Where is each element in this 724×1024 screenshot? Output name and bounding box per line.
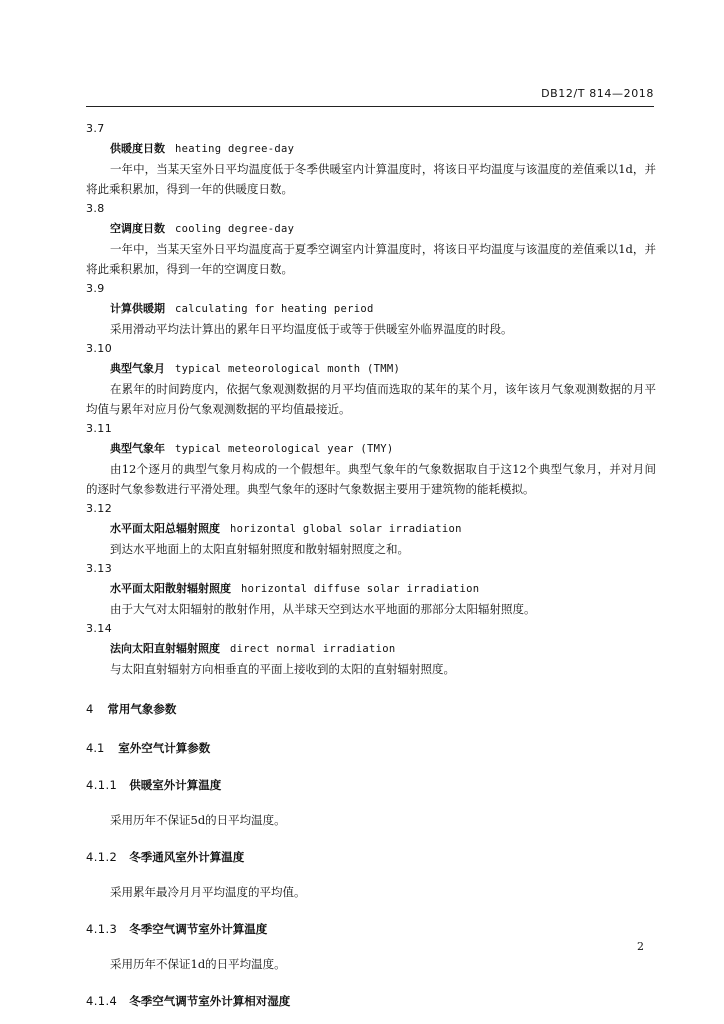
clause-title: 冬季空气调节室外计算温度	[129, 922, 268, 936]
section-heading	[86, 699, 656, 719]
term-english: horizontal diffuse solar irradiation	[241, 583, 480, 595]
clause-heading	[86, 919, 656, 939]
term-definition: 一年中，当某天室外日平均温度高于夏季空调室内计算温度时，将该日平均温度与该温度的差值乘以1d，并将此乘积累加，得到一年的空调度日数。	[86, 242, 656, 276]
clause-text: 采用累年最冷月月平均温度的平均值。	[110, 885, 306, 899]
term-chinese: 供暖度日数	[110, 142, 165, 155]
term-number: 3.13	[86, 562, 113, 575]
term-entry	[86, 419, 656, 499]
term-entry	[86, 619, 656, 679]
term-line	[86, 639, 656, 659]
term-chinese: 法向太阳直射辐射照度	[110, 642, 220, 655]
clause-title: 冬季空气调节室外计算相对湿度	[129, 994, 291, 1008]
section-title: 常用气象参数	[107, 702, 177, 716]
term-line	[86, 579, 656, 599]
term-chinese: 计算供暖期	[110, 302, 165, 315]
clause-number: 4.1.4	[86, 994, 118, 1008]
term-line	[86, 519, 656, 539]
term-number: 3.7	[86, 122, 105, 135]
clause-heading	[86, 847, 656, 867]
term-english: cooling degree-day	[175, 223, 295, 235]
page-number: 2	[637, 940, 644, 953]
page-content	[86, 119, 656, 1011]
subsection-title: 室外空气计算参数	[118, 741, 211, 755]
term-definition: 由于大气对太阳辐射的散射作用，从半球天空到达水平地面的那部分太阳辐射照度。	[110, 602, 536, 616]
term-entry	[86, 119, 656, 199]
term-chinese: 典型气象月	[110, 362, 165, 375]
term-line	[86, 219, 656, 239]
term-entry	[86, 339, 656, 419]
term-chinese: 水平面太阳总辐射照度	[110, 522, 220, 535]
clause-text: 采用历年不保证5d的日平均温度。	[110, 813, 286, 827]
clause-number: 4.1.1	[86, 778, 118, 792]
term-definition: 在累年的时间跨度内，依据气象观测数据的月平均值而选取的某年的某个月，该年该月气象观测数据的月平均值与累年对应月份气象观测数据的平均值最接近。	[86, 382, 656, 416]
term-number: 3.14	[86, 622, 113, 635]
term-english: typical meteorological year (TMY)	[175, 443, 394, 455]
clause-text: 采用历年不保证1d的日平均温度。	[110, 957, 286, 971]
term-definition: 一年中，当某天室外日平均温度低于冬季供暖室内计算温度时，将该日平均温度与该温度的差值乘以1d，并将此乘积累加，得到一年的供暖度日数。	[86, 162, 656, 196]
subsection-heading	[86, 738, 656, 758]
section-number: 4	[86, 702, 94, 716]
term-english: calculating for heating period	[175, 303, 374, 315]
term-number: 3.11	[86, 422, 113, 435]
term-chinese: 典型气象年	[110, 442, 165, 455]
term-entry	[86, 279, 656, 339]
term-line	[86, 439, 656, 459]
term-english: heating degree-day	[175, 143, 295, 155]
term-number: 3.10	[86, 342, 113, 355]
subsection-number: 4.1	[86, 741, 105, 755]
clause-heading	[86, 991, 656, 1011]
term-definition: 与太阳直射辐射方向相垂直的平面上接收到的太阳的直射辐射照度。	[110, 662, 455, 676]
term-english: typical meteorological month (TMM)	[175, 363, 401, 375]
header-rule	[86, 106, 654, 107]
clause-title: 冬季通风室外计算温度	[129, 850, 245, 864]
term-line	[86, 139, 656, 159]
term-line	[86, 299, 656, 319]
term-definition: 到达水平地面上的太阳直射辐射照度和散射辐射照度之和。	[110, 542, 409, 556]
term-number: 3.12	[86, 502, 113, 515]
term-number: 3.8	[86, 202, 105, 215]
term-number: 3.9	[86, 282, 105, 295]
term-line	[86, 359, 656, 379]
term-definition: 采用滑动平均法计算出的累年日平均温度低于或等于供暖室外临界温度的时段。	[110, 322, 513, 336]
clause-number: 4.1.3	[86, 922, 118, 936]
term-english: horizontal global solar irradiation	[230, 523, 462, 535]
clause-title: 供暖室外计算温度	[129, 778, 222, 792]
document-code: DB12/T 814—2018	[541, 87, 654, 100]
term-chinese: 空调度日数	[110, 222, 165, 235]
term-definition: 由12个逐月的典型气象月构成的一个假想年。典型气象年的气象数据取自于这12个典型气象月，并对月间的逐时气象参数进行平滑处理。典型气象年的逐时气象数据主要用于建筑物的能耗模拟。	[86, 462, 656, 496]
term-entry	[86, 499, 656, 559]
clause-number: 4.1.2	[86, 850, 118, 864]
clause-heading	[86, 775, 656, 795]
term-entry	[86, 559, 656, 619]
term-entry	[86, 199, 656, 279]
term-english: direct normal irradiation	[230, 643, 396, 655]
term-chinese: 水平面太阳散射辐射照度	[110, 582, 231, 595]
